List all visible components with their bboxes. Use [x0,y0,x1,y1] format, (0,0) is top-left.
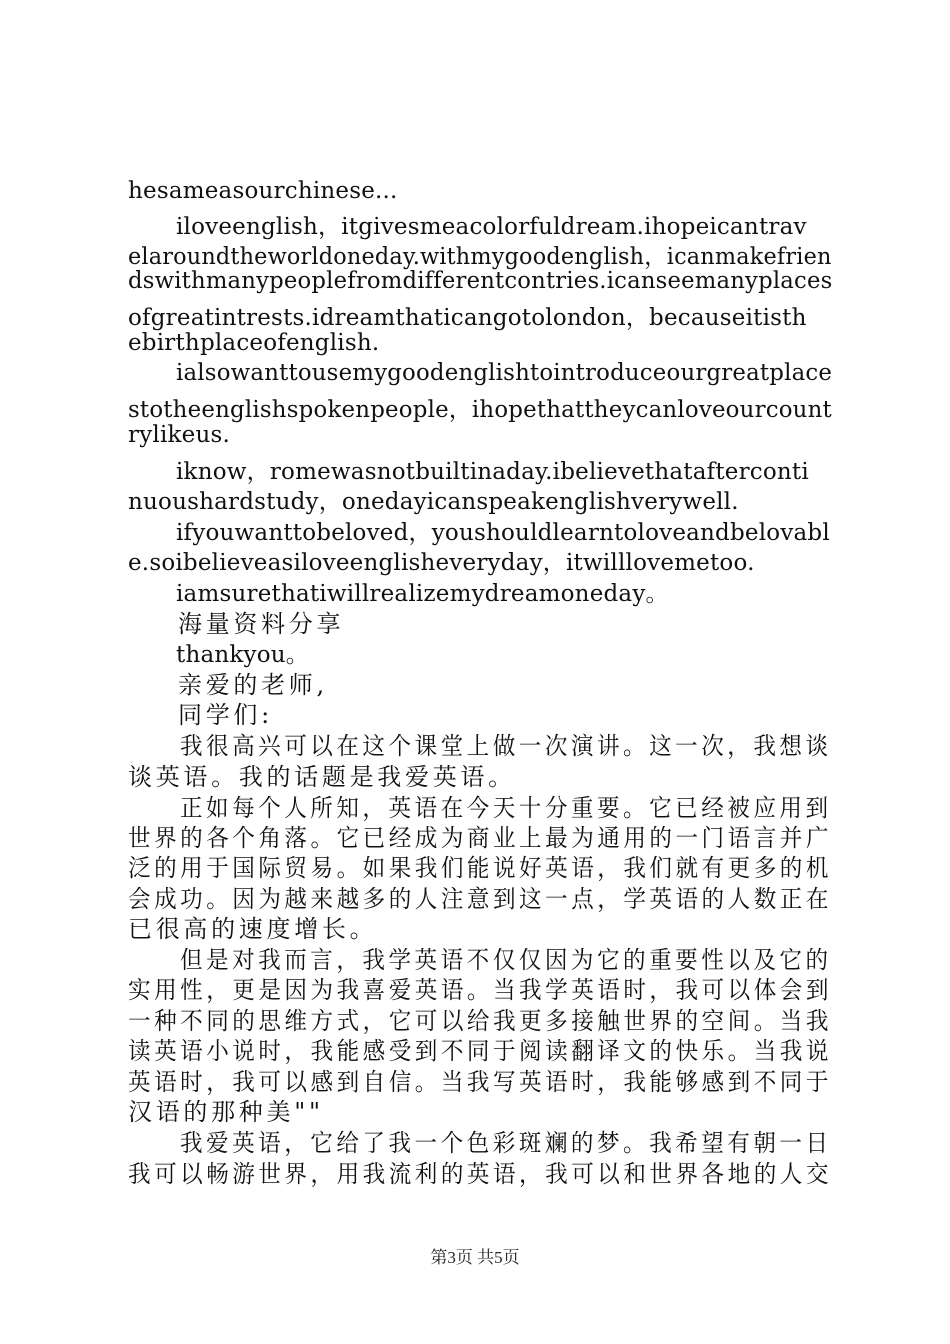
text-line: ifyouwanttobeloved，youshouldlearntoloveandbelovabl [176,520,830,546]
text-line: iloveenglish，itgivesmeacolorfuldream.ihopeicantrav [176,214,807,240]
text-line: 英语时，我可以感到自信。当我写英语时，我能够感到不同于 [128,1068,832,1096]
text-line: 泛的用于国际贸易。如果我们能说好英语，我们就有更多的机 [128,854,832,882]
text-line: 已很高的速度增长。 [128,915,378,943]
text-line: ebirthplaceofenglish. [128,330,380,356]
text-line: dswithmanypeoplefromdifferentcontries.icanseemanyplaces [128,268,833,294]
text-line: 会成功。因为越来越多的人注意到这一点，学英语的人数正在 [128,885,832,913]
text-line: elaroundtheworldoneday.withmygoodenglish，icanmakefrien [128,244,832,270]
text-line: 我很高兴可以在这个课堂上做一次演讲。这一次，我想谈 [180,732,832,760]
text-line: 一种不同的思维方式，它可以给我更多接触世界的空间。当我 [128,1007,832,1035]
text-line: rylikeus. [128,422,230,448]
text-line: 我可以畅游世界，用我流利的英语，我可以和世界各地的人交 [128,1160,832,1188]
text-line: thankyou。 [176,642,309,668]
text-line: 但是对我而言，我学英语不仅仅因为它的重要性以及它的 [180,946,832,974]
text-line: hesameasourchinese... [128,178,398,204]
text-line: 亲爱的老师, [178,671,328,699]
page-number-footer: 第3页 共5页 [430,1248,520,1267]
text-line: 谈英语。我的话题是我爱英语。 [128,763,516,791]
text-line: stotheenglishspokenpeople，ihopethattheycanloveourcount [128,397,832,423]
text-line: 正如每个人所知，英语在今天十分重要。它已经被应用到 [180,794,832,822]
text-line: 汉语的那种美"" [128,1098,324,1126]
text-line: nuoushardstudy，onedayicanspeakenglishverywell. [128,489,739,515]
text-line: 读英语小说时，我能感受到不同于阅读翻译文的快乐。当我说 [128,1037,832,1065]
text-line: 海量资料分享 [178,610,345,638]
text-line: 世界的各个角落。它已经成为商业上最为通用的一门语言并广 [128,824,832,852]
text-line: e.soibelieveasiloveenglisheveryday，itwilllovemetoo. [128,550,755,576]
text-line: ialsowanttousemygoodenglishtointroduceourgreatplace [176,360,833,386]
text-line: 实用性，更是因为我喜爱英语。当我学英语时，我可以体会到 [128,976,832,1004]
text-line: iamsurethatiwillrealizemydreamoneday。 [176,581,669,607]
text-line: ofgreatintrests.idreamthaticangotolondon，becauseitisth [128,305,807,331]
text-line: iknow，romewasnotbuiltinaday.ibelievethatafterconti [176,459,809,485]
text-line: 同学们: [178,701,273,729]
text-line: 我爱英语，它给了我一个色彩斑斓的梦。我希望有朝一日 [180,1129,832,1157]
